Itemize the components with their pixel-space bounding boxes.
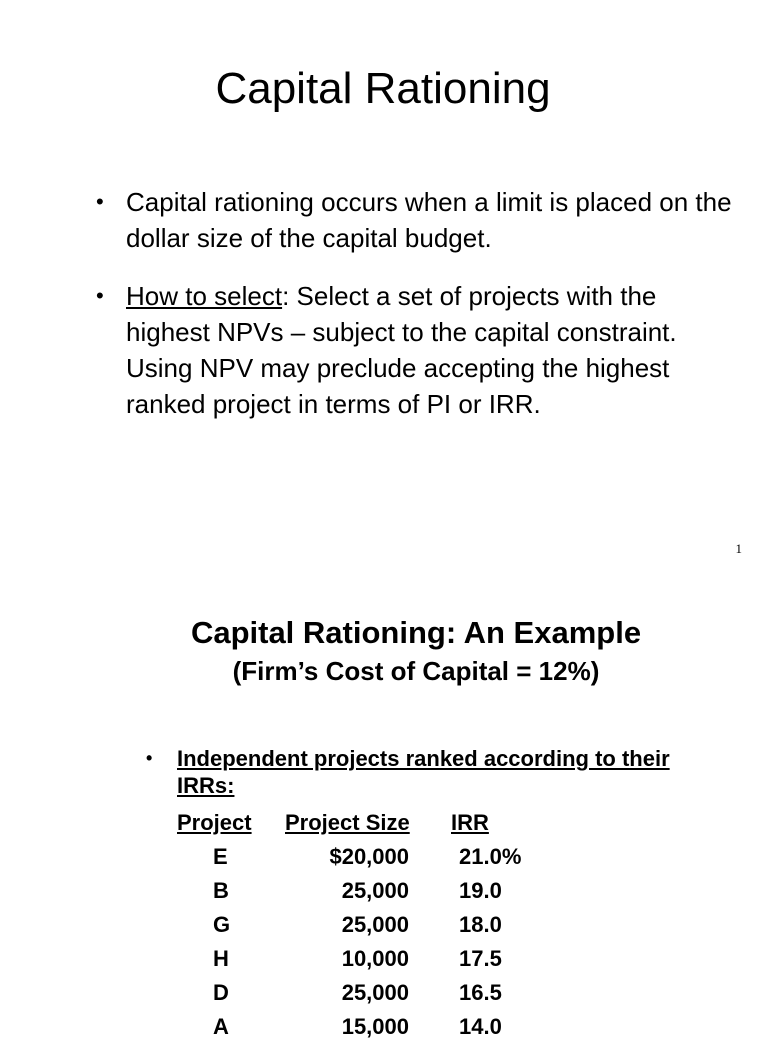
project-table [177,806,549,1044]
cell-irr: 19.0 [459,878,502,903]
cell-irr: 21.0% [459,844,522,869]
column-header-project: Project [177,810,252,835]
cell-project: A [213,1014,229,1039]
slide2-bullet-list [146,745,706,799]
cell-irr: 17.5 [459,946,502,971]
cell-irr: 14.0 [459,1014,502,1039]
bullet-text: : Select a set of projects with the highest NPVs – subject to the capital constraint. Using NPV may preclude accepting the highest ranked project in terms of PI or IRR. [126,281,677,419]
slide-subtitle: (Firm’s Cost of Capital = 12%) [232,656,600,686]
table-row [177,976,549,1010]
cell-irr: 18.0 [459,912,502,937]
cell-irr: 16.5 [459,980,502,1005]
table-row [177,942,549,976]
cell-project: E [213,844,228,869]
cell-project-size: 25,000 [341,980,409,1005]
bullet-icon: • [146,748,153,768]
bullet-icon: • [96,283,104,308]
table-row [177,1010,549,1044]
bullet-text: Independent projects ranked according to their IRRs: [177,746,670,798]
table-row [177,908,549,942]
table-row [177,840,549,874]
bullet-lead-text: How to select [126,281,283,311]
cell-project-size: 25,000 [341,912,409,937]
bullet-icon: • [96,189,104,214]
cell-project: G [213,912,231,937]
table-row [177,874,549,908]
cell-project-size: $20,000 [329,844,409,869]
cell-project-size: 10,000 [341,946,409,971]
page-number: 1 [735,541,742,556]
column-header-irr: IRR [451,810,489,835]
bullet-item [96,184,746,256]
bullet-item [146,745,706,799]
cell-project-size: 15,000 [341,1014,409,1039]
column-header-project-size: Project Size [285,810,410,835]
slide1-bullet-list [96,184,746,422]
bullet-text: Capital rationing occurs when a limit is placed on the dollar size of the capital budget. [126,187,732,253]
bullet-item [96,278,746,422]
cell-project: B [213,878,229,903]
cell-project-size: 25,000 [341,878,409,903]
table-header-row [177,806,549,840]
cell-project: H [213,946,229,971]
cell-project: D [213,980,229,1005]
slide-title: Capital Rationing: An Example [190,615,642,650]
slide-title: Capital Rationing [215,64,551,113]
